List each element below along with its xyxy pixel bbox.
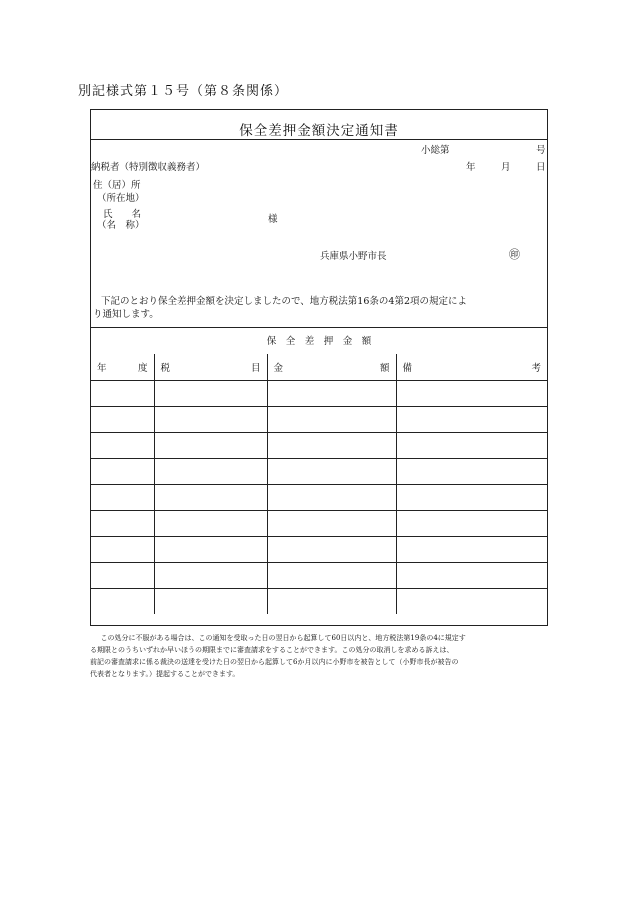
address-label: 住（居）所 [93, 180, 141, 191]
table-row [91, 510, 547, 536]
notice-body-line2: り通知します。 [93, 309, 159, 320]
header-fiscal-year: 年 度 [91, 354, 154, 380]
notice-form [90, 109, 548, 626]
table-row [91, 536, 547, 562]
table-row [91, 432, 547, 458]
doc-number-prefix: 小総第 [421, 145, 450, 156]
header-amount: 金 額 [267, 354, 396, 380]
table-row [91, 562, 547, 588]
honorific-sama: 様 [268, 214, 278, 225]
header-remarks: 備 考 [396, 354, 547, 380]
name-label: 氏 名 [103, 209, 142, 220]
note-line-3: 前記の審査請求に係る裁決の送達を受けた日の翌日から起算して6か月以内に小野市を被告として（小野市長が被告の [90, 658, 459, 666]
table-row [91, 380, 547, 406]
note-line-2: る期限とのうちいずれか早いほうの期限までに審査請求をすることができます。この処分の取消しを求める訴えは、 [90, 646, 454, 654]
note-line-4: 代表者となります。）提起することができます。 [90, 670, 240, 678]
taxpayer-label: 納税者（特別徴収義務者） [91, 162, 206, 173]
notice-body-line1: 下記のとおり保全差押金額を決定しましたので、地方税法第16条の4第2項の規定によ [101, 296, 467, 307]
table-header-row [91, 354, 547, 380]
header-tax-item: 税 目 [154, 354, 267, 380]
location-label: （所在地） [97, 193, 145, 204]
title-divider [91, 139, 547, 140]
note-line-1: この処分に不服がある場合は、この通知を受取った日の翌日から起算して60日以内と、地方税法第19条の4に規定す [100, 634, 466, 642]
form-number-label: 別記様式第１５号（第８条関係） [78, 84, 289, 99]
appeal-notes [90, 632, 550, 680]
body-divider [91, 327, 547, 328]
amount-table [91, 354, 547, 614]
section-title: 保 全 差 押 金 額 [266, 336, 372, 347]
corporate-name-label: （名 称） [97, 220, 145, 231]
issuer-name: 兵庫県小野市長 [320, 251, 387, 262]
doc-number-suffix: 号 [536, 145, 546, 156]
date-month-label: 月 [501, 162, 511, 173]
table-row [91, 458, 547, 484]
table-row [91, 588, 547, 614]
table-row [91, 484, 547, 510]
document-title: 保全差押金額決定通知書 [239, 123, 399, 139]
seal-mark: ㊞ [509, 248, 520, 261]
table-row [91, 406, 547, 432]
date-year-label: 年 [466, 162, 476, 173]
date-day-label: 日 [536, 162, 546, 173]
